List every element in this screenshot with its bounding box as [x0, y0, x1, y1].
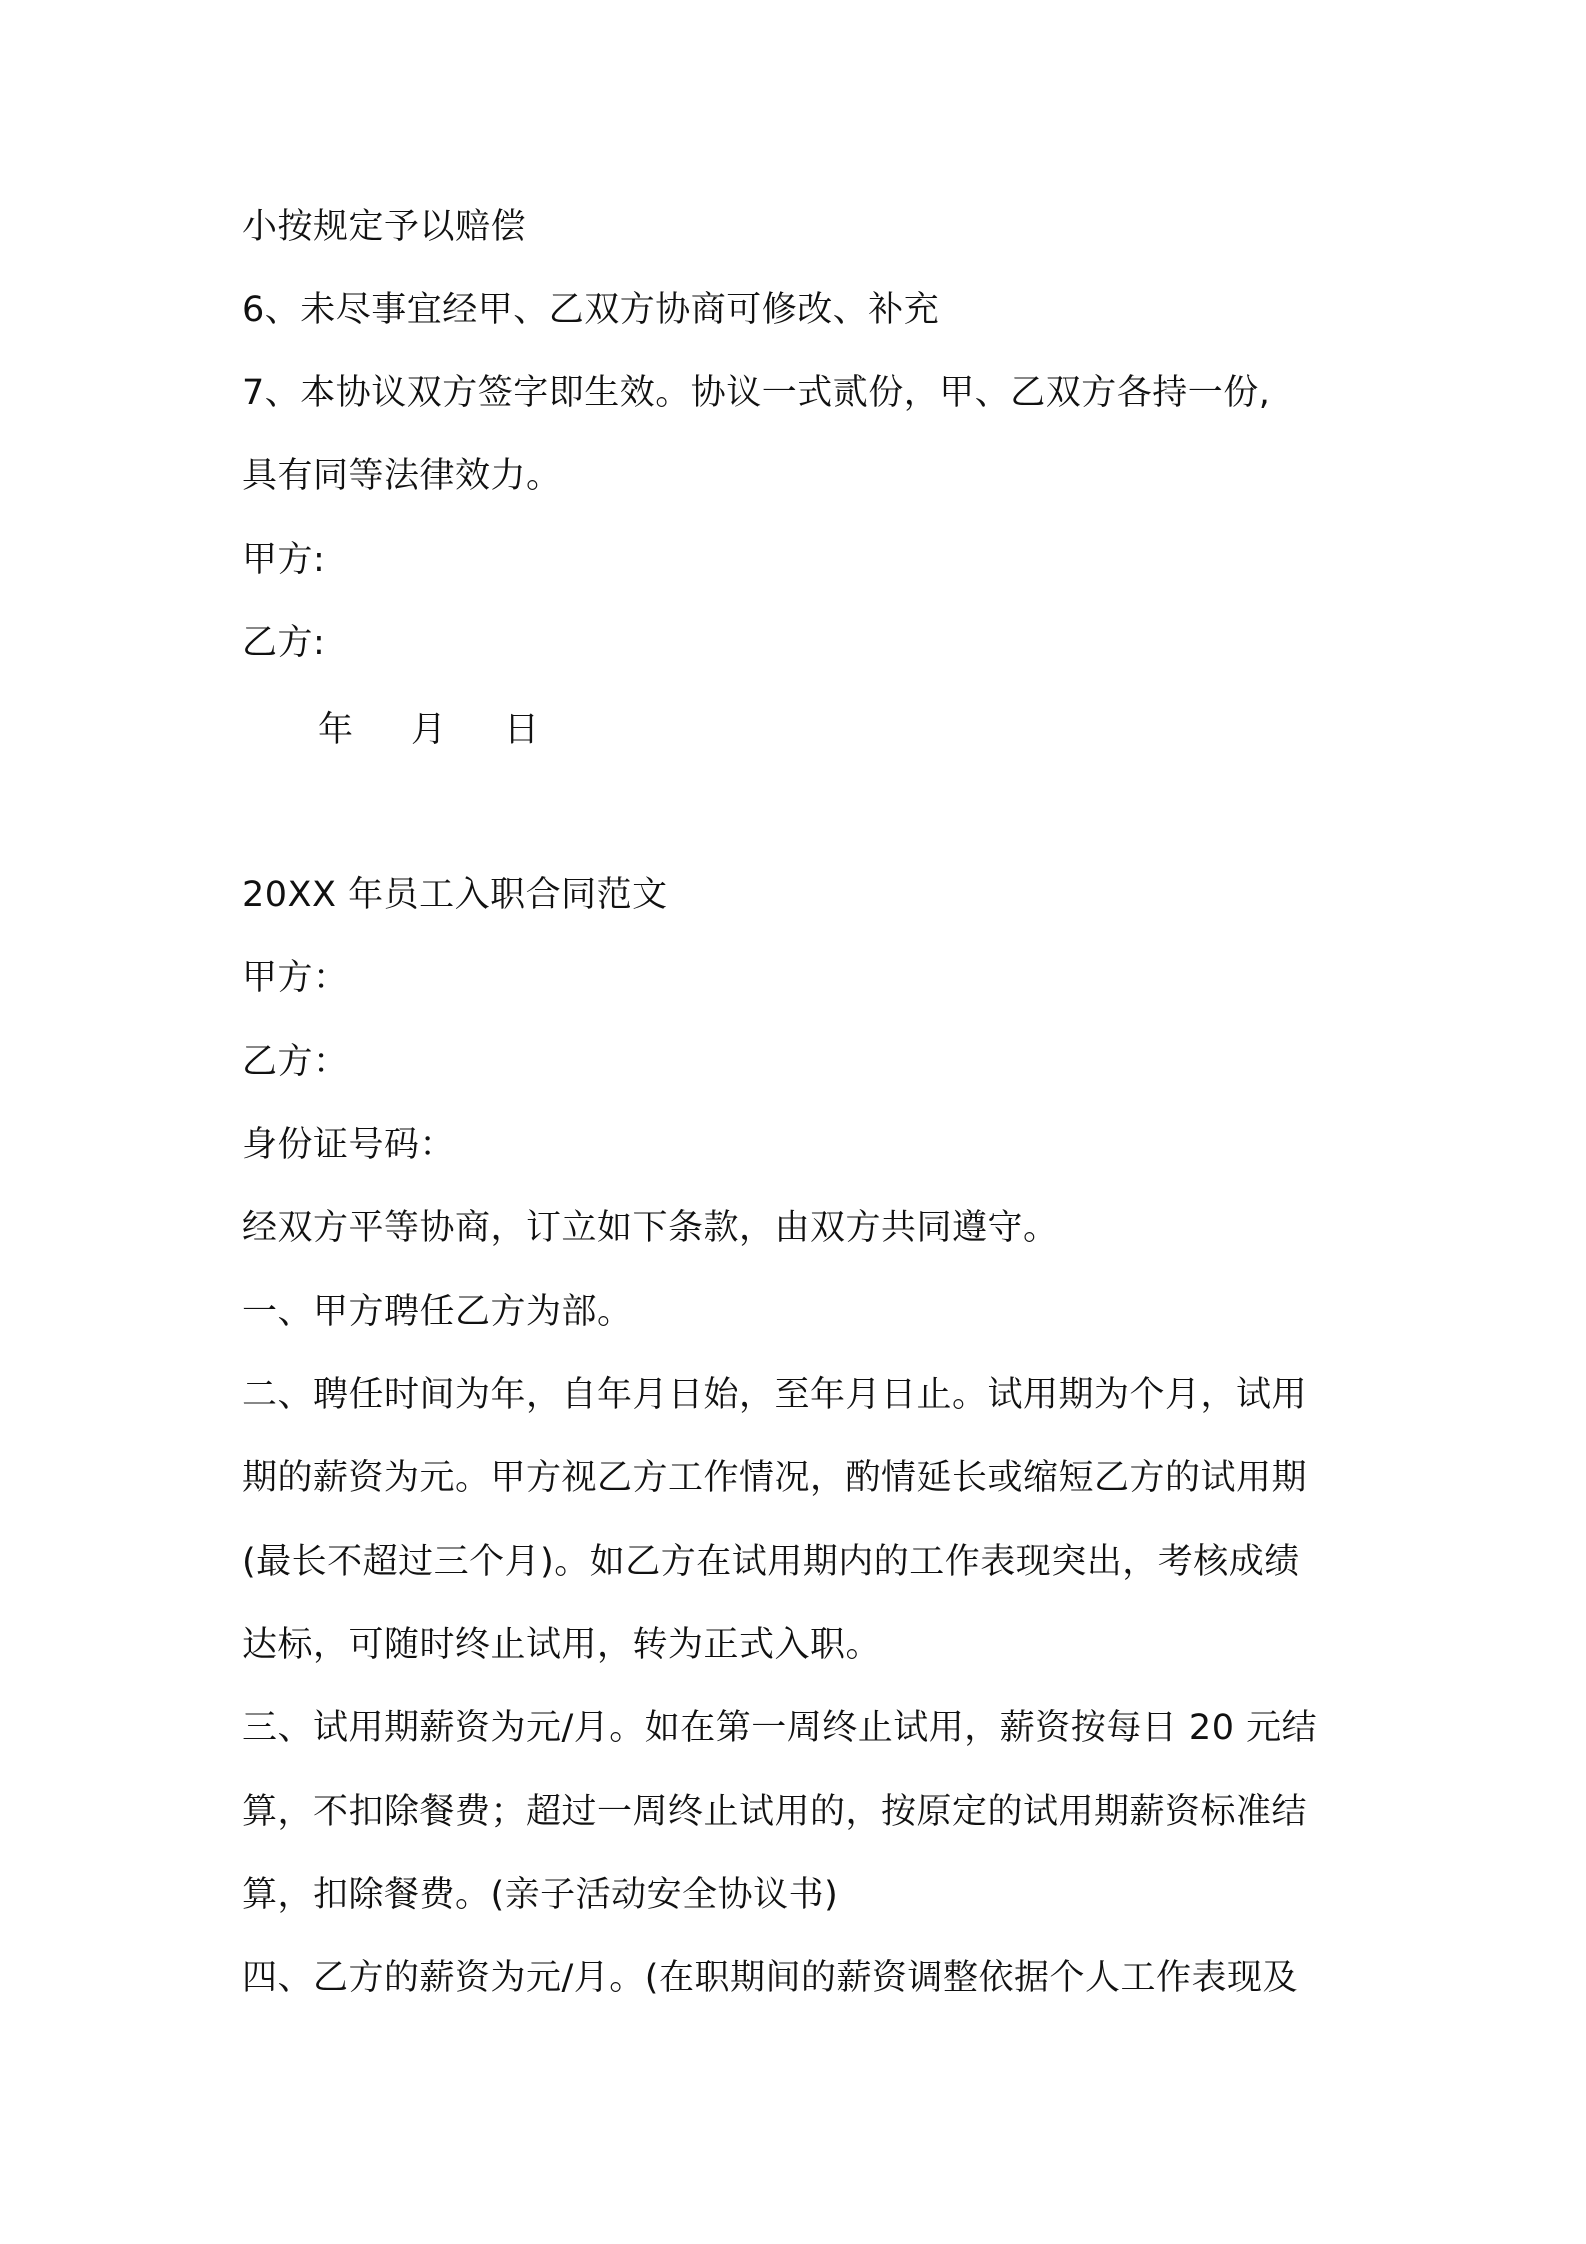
party-b-label: 乙方：: [242, 1042, 349, 1082]
text-line: 算，不扣除餐费；超过一周终止试用的，按原定的试用期薪资标准结: [242, 1792, 1308, 1832]
text-line: 经双方平等协商，订立如下条款，由双方共同遵守。: [242, 1208, 1059, 1248]
id-number-label: 身份证号码：: [242, 1125, 456, 1165]
text-line: 期的薪资为元。甲方视乙方工作情况，酌情延长或缩短乙方的试用期: [242, 1458, 1308, 1498]
party-b-label: 乙方:: [242, 623, 326, 663]
section-title: 20XX 年员工入职合同范文: [242, 875, 668, 915]
party-a-label: 甲方:: [242, 540, 326, 580]
clause-4: 四、乙方的薪资为元/月。(在职期间的薪资调整依据个人工作表现及: [242, 1958, 1298, 1998]
day-label: 日: [504, 710, 540, 750]
clause-2: 二、聘任时间为年，自年月日始，至年月日止。试用期为个月，试用: [242, 1375, 1308, 1415]
text-line: 算，扣除餐费。(亲子活动安全协议书): [242, 1875, 839, 1915]
text-line: 6、未尽事宜经甲、乙双方协商可修改、补充: [242, 290, 940, 330]
text-line: 具有同等法律效力。: [242, 456, 562, 496]
text-line: 7、本协议双方签字即生效。协议一式贰份，甲、乙双方各持一份,: [242, 373, 1271, 413]
clause-3: 三、试用期薪资为元/月。如在第一周终止试用，薪资按每日 20 元结: [242, 1708, 1318, 1748]
date-line: [318, 708, 539, 752]
text-line: (最长不超过三个月)。如乙方在试用期内的工作表现突出，考核成绩: [242, 1542, 1300, 1582]
text-line: 达标，可随时终止试用，转为正式入职。: [242, 1625, 882, 1665]
month-label: 月: [411, 710, 447, 750]
clause-1: 一、甲方聘任乙方为部。: [242, 1292, 633, 1332]
year-label: 年: [318, 710, 354, 750]
party-a-label: 甲方：: [242, 958, 349, 998]
text-line: 小按规定予以赔偿: [242, 207, 527, 247]
